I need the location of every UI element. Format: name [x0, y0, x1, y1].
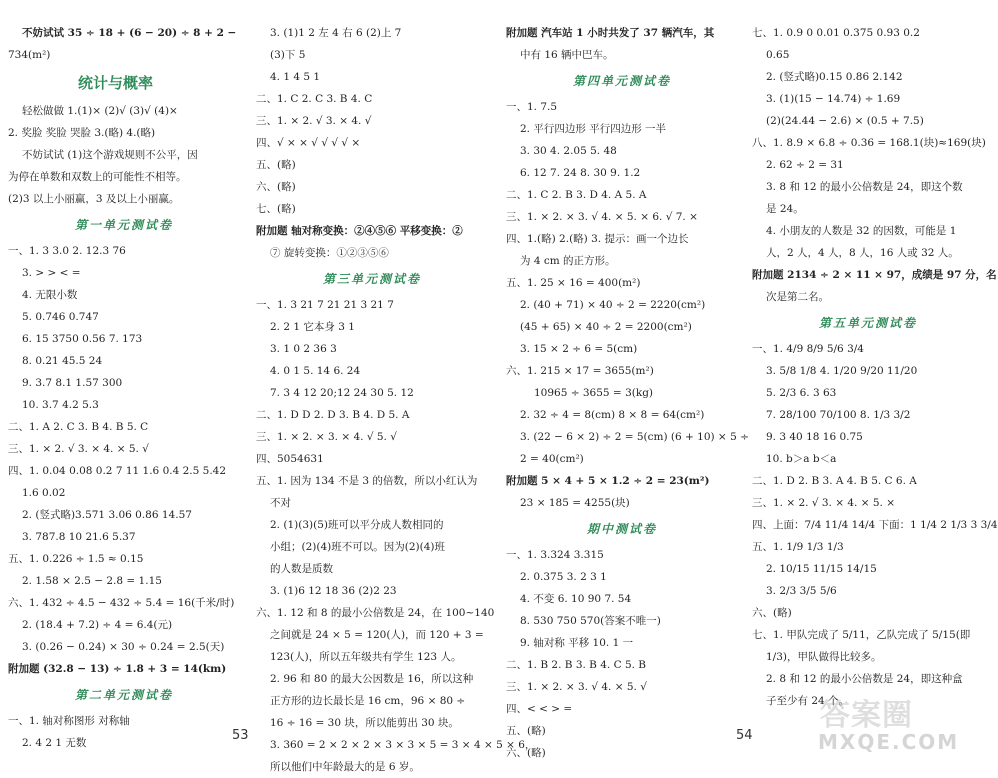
- answer-line: 四、1. 0.04 0.08 0.2 7 11 1.6 0.4 2.5 5.42: [8, 465, 227, 477]
- page-number-right: 54: [736, 728, 753, 743]
- right-column-1: [506, 22, 749, 764]
- answer-line: 中有 16 辆中巴车。: [520, 49, 614, 61]
- answer-line: (3)下 5: [270, 49, 306, 61]
- answer-line: 9. 3.7 8.1 1.57 300: [22, 377, 123, 389]
- answer-line: 6. 12 7. 24 8. 30 9. 1.2: [520, 167, 641, 179]
- answer-line: 二、1. B 2. B 3. B 4. C 5. B: [506, 659, 647, 671]
- answer-line: 六、1. 432 ÷ 4.5 − 432 ÷ 5.4 = 16(千米/时): [8, 597, 235, 609]
- answer-line: 三、1. × 2. √ 3. × 4. √: [256, 115, 372, 127]
- answer-line: 次是第二名。: [766, 291, 829, 303]
- answer-line: 2 = 40(cm²): [520, 453, 584, 465]
- answer-line: 三、1. × 2. √ 3. × 4. × 5. ×: [752, 497, 896, 509]
- answer-line: 2. 0.375 3. 2 3 1: [520, 571, 607, 583]
- answer-line: 为停在单数和双数上的可能性不相等。: [8, 171, 187, 183]
- answer-line: 6. 15 3750 0.56 7. 173: [22, 333, 143, 345]
- answer-line: 不妨试试 35 ÷ 18 + (6 − 20) ÷ 8 + 2 −: [22, 27, 237, 39]
- page-number-left: 53: [232, 728, 249, 743]
- answer-line: 子至少有 24 个。: [766, 695, 850, 707]
- answer-line: 5. 0.746 0.747: [22, 311, 99, 323]
- answer-line: 人，2 人，4 人，8 人，16 人或 32 人。: [766, 247, 959, 259]
- answer-line: 一、1. 4/9 8/9 5/6 3/4: [752, 343, 864, 355]
- answer-line: 7. 3 4 12 20;12 24 30 5. 12: [270, 387, 414, 399]
- answer-line: 二、1. C 2. B 3. D 4. A 5. A: [506, 189, 647, 201]
- answer-line: 三、1. × 2. × 3. √ 4. × 5. × 6. √ 7. ×: [506, 211, 698, 223]
- answer-line: 2. 96 和 80 的最大公因数是 16，所以这种: [270, 673, 474, 685]
- answer-line: 八、1. 8.9 × 6.8 ÷ 0.36 = 168.1(块)≈169(块): [752, 137, 986, 149]
- watermark-site: MXQE.COM: [818, 730, 960, 754]
- answer-line: 四、1.(略) 2.(略) 3. 提示：画一个边长: [506, 233, 689, 245]
- answer-line: 2. 8 和 12 的最小公倍数是 24，即这种盒: [766, 673, 963, 685]
- answer-line: ⑦ 旋转变换：①②③⑤⑥: [270, 247, 389, 259]
- answer-line: 23 × 185 = 4255(块): [520, 497, 630, 509]
- answer-line: 3. 5/8 1/8 4. 1/20 9/20 11/20: [766, 365, 918, 377]
- answer-line: 七、1. 0.9 0 0.01 0.375 0.93 0.2: [752, 27, 920, 39]
- answer-line: 3. (22 − 6 × 2) ÷ 2 = 5(cm) (6 + 10) × 5 ÷: [520, 431, 749, 443]
- answer-line: 三、1. × 2. √ 3. × 4. × 5. √: [8, 443, 149, 455]
- answer-line: 4. 无限小数: [22, 289, 78, 301]
- answer-line: 四、上面：7/4 11/4 14/4 下面：1 1/4 2 1/3 3 3/4: [752, 519, 998, 531]
- section-heading: 第一单元测试卷: [74, 218, 173, 232]
- answer-line: 10965 ÷ 3655 = 3(kg): [534, 387, 654, 399]
- answer-line: 1/3)，甲队做得比较多。: [766, 651, 882, 663]
- answer-line: 3. (1)(15 − 14.74) ÷ 1.69: [766, 93, 901, 105]
- answer-line: 二、1. A 2. C 3. B 4. B 5. C: [8, 421, 149, 433]
- answer-line: 2. (1)(3)(5)班可以平分成人数相同的: [270, 519, 444, 531]
- answer-line: 二、1. D 2. B 3. A 4. B 5. C 6. A: [752, 475, 917, 487]
- answer-line: 六、(略): [752, 607, 792, 619]
- answer-line: 3. (1)6 12 18 36 (2)2 23: [270, 585, 397, 597]
- section-heading: 期中测试卷: [586, 522, 657, 536]
- answer-line: 三、1. × 2. × 3. × 4. √ 5. √: [256, 431, 397, 443]
- answer-line: 一、1. 轴对称图形 对称轴: [8, 715, 130, 727]
- answer-line: 123(人)，所以五年级共有学生 123 人。: [270, 651, 462, 663]
- answer-line: 2. (竖式略)0.15 0.86 2.142: [766, 71, 903, 83]
- answer-line: 2. 62 ÷ 2 = 31: [766, 159, 844, 171]
- section-heading: 第三单元测试卷: [322, 272, 421, 286]
- answer-line: 六、(略): [506, 747, 546, 759]
- answer-line: 3. 15 × 2 ÷ 6 = 5(cm): [520, 343, 638, 355]
- answer-line: 轻松做做 1.(1)× (2)√ (3)√ (4)×: [22, 105, 178, 117]
- answer-line: 3. (0.26 − 0.24) × 30 ÷ 0.24 = 2.5(天): [22, 641, 225, 653]
- answer-line: 9. 3 40 18 16 0.75: [766, 431, 863, 443]
- answer-line: 2. 32 ÷ 4 = 8(cm) 8 × 8 = 64(cm²): [520, 409, 705, 421]
- answer-line: 3. > > < =: [22, 267, 81, 279]
- answer-line: 五、1. 因为 134 不是 3 的倍数，所以小红认为: [256, 475, 478, 487]
- answer-line: 之间就是 24 × 5 = 120(人)，而 120 + 3 =: [270, 629, 484, 641]
- section-heading: 第四单元测试卷: [572, 74, 671, 88]
- answer-line: 2. 2 1 它本身 3 1: [270, 321, 355, 333]
- answer-line: 1.6 0.02: [22, 487, 66, 499]
- answer-line: 三、1. × 2. × 3. √ 4. × 5. √: [506, 681, 647, 693]
- answer-line: 8. 530 750 570(答案不唯一): [520, 615, 661, 627]
- answer-line: 3. 8 和 12 的最小公倍数是 24，即这个数: [766, 181, 963, 193]
- answer-line: 2. (40 + 71) × 40 ÷ 2 = 2220(cm²): [520, 299, 706, 311]
- answer-line: 2. 奖脸 奖脸 哭脸 3.(略) 4.(略): [8, 127, 156, 139]
- answer-line: (2)3 以上小丽赢，3 及以上小丽赢。: [8, 193, 180, 205]
- answer-line: 五、1. 0.226 ÷ 1.5 ≈ 0.15: [8, 553, 144, 565]
- answer-line: 六、1. 12 和 8 的最小公倍数是 24，在 100~140: [256, 607, 495, 619]
- right-column-2: [752, 22, 998, 712]
- answer-line: 附加题 (32.8 − 13) ÷ 1.8 + 3 = 14(km): [8, 663, 227, 675]
- answer-line: 四、√ × × √ √ √ √ ×: [256, 137, 361, 149]
- answer-line: 六、(略): [256, 181, 296, 193]
- answer-line: 3. (1)1 2 左 4 右 6 (2)上 7: [270, 27, 402, 39]
- answer-line: 七、1. 甲队完成了 5/11，乙队完成了 5/15(即: [752, 629, 971, 641]
- answer-line: 5. 2/3 6. 3 63: [766, 387, 837, 399]
- answer-line: 3. 787.8 10 21.6 5.37: [22, 531, 136, 543]
- answer-line: 2. 10/15 11/15 14/15: [766, 563, 877, 575]
- answer-line: 七、(略): [256, 203, 296, 215]
- answer-line: (2)(24.44 − 2.6) × (0.5 + 7.5): [766, 115, 924, 127]
- answer-line: 附加题 2134 ÷ 2 × 11 × 97，成绩是 97 分，名: [752, 269, 997, 281]
- answer-line: 8. 0.21 45.5 24: [22, 355, 103, 367]
- answer-line: 六、1. 215 × 17 = 3655(m²): [506, 365, 654, 377]
- answer-line: 4. 小朋友的人数是 32 的因数，可能是 1: [766, 225, 957, 237]
- answer-line: 二、1. D D 2. D 3. B 4. D 5. A: [256, 409, 410, 421]
- answer-line: 一、1. 3.324 3.315: [506, 549, 604, 561]
- answer-line: 二、1. C 2. C 3. B 4. C: [256, 93, 373, 105]
- answer-line: 四、< < > =: [506, 703, 573, 715]
- answer-line: 的人数是质数: [270, 563, 333, 575]
- answer-line: 所以他们中年龄最大的是 6 岁。: [270, 761, 420, 773]
- answer-line: 734(m²): [8, 49, 51, 61]
- answer-line: 3. 30 4. 2.05 5. 48: [520, 145, 617, 157]
- answer-line: 一、1. 7.5: [506, 101, 558, 113]
- right-page: [496, 0, 998, 759]
- answer-line: 10. b＞a b＜a: [766, 453, 837, 465]
- section-heading: 第二单元测试卷: [74, 688, 173, 702]
- section-heading: 统计与概率: [78, 74, 154, 92]
- answer-line: (45 + 65) × 40 ÷ 2 = 2200(cm²): [520, 321, 692, 333]
- answer-line: 为 4 cm 的正方形。: [520, 255, 616, 267]
- answer-line: 2. 4 2 1 无数: [22, 737, 87, 749]
- answer-line: 2. (18.4 + 7.2) ÷ 4 = 6.4(元): [22, 619, 173, 631]
- answer-line: 五、1. 25 × 16 = 400(m²): [506, 277, 641, 289]
- answer-line: 2. 1.58 × 2.5 − 2.8 = 1.15: [22, 575, 162, 587]
- left-column-1: [8, 22, 240, 754]
- answer-line: 五、1. 1/9 1/3 1/3: [752, 541, 844, 553]
- answer-line: 7. 28/100 70/100 8. 1/3 3/2: [766, 409, 911, 421]
- answer-line: 4. 不变 6. 10 90 7. 54: [520, 593, 632, 605]
- answer-line: 10. 3.7 4.2 5.3: [22, 399, 99, 411]
- answer-line: 五、(略): [256, 159, 296, 171]
- answer-line: 不对: [270, 497, 291, 509]
- answer-line: 小组；(2)(4)班不可以。因为(2)(4)班: [270, 541, 445, 553]
- answer-line: 3. 1 0 2 36 3: [270, 343, 337, 355]
- answer-line: 正方形的边长最长是 16 cm，96 × 80 ÷: [270, 695, 466, 707]
- answer-line: 附加题 5 × 4 + 5 × 1.2 ÷ 2 = 23(m²): [506, 475, 710, 487]
- watermark-brand: 答案圈: [820, 698, 913, 733]
- answer-line: 五、(略): [506, 725, 546, 737]
- answer-line: 一、1. 3 3.0 2. 12.3 76: [8, 245, 126, 257]
- answer-line: 2. (竖式略)3.571 3.06 0.86 14.57: [22, 509, 192, 521]
- answer-line: 16 ÷ 16 = 30 块，所以能剪出 30 块。: [270, 717, 459, 729]
- answer-line: 附加题 汽车站 1 小时共发了 37 辆汽车，其: [506, 27, 715, 39]
- section-heading: 第五单元测试卷: [818, 316, 917, 330]
- answer-line: 一、1. 3 21 7 21 21 3 21 7: [256, 299, 394, 311]
- answer-line: 不妨试试 (1)这个游戏规则不公平，因: [22, 149, 198, 161]
- answer-line: 是 24。: [766, 203, 804, 215]
- answer-line: 9. 轴对称 平移 10. 1 一: [520, 637, 634, 649]
- answer-line: 4. 1 4 5 1: [270, 71, 321, 83]
- answer-line: 四、5054631: [256, 453, 324, 465]
- answer-line: 2. 平行四边形 平行四边形 一半: [520, 123, 667, 135]
- answer-line: 3. 360 = 2 × 2 × 2 × 3 × 3 × 5 = 3 × 4 × 5 × 6，: [270, 739, 536, 751]
- answer-line: 附加题 轴对称变换：②④⑤⑥ 平移变换：②: [256, 225, 463, 237]
- answer-line: 3. 2/3 3/5 5/6: [766, 585, 837, 597]
- answer-line: 0.65: [766, 49, 790, 61]
- answer-line: 4. 0 1 5. 14 6. 24: [270, 365, 361, 377]
